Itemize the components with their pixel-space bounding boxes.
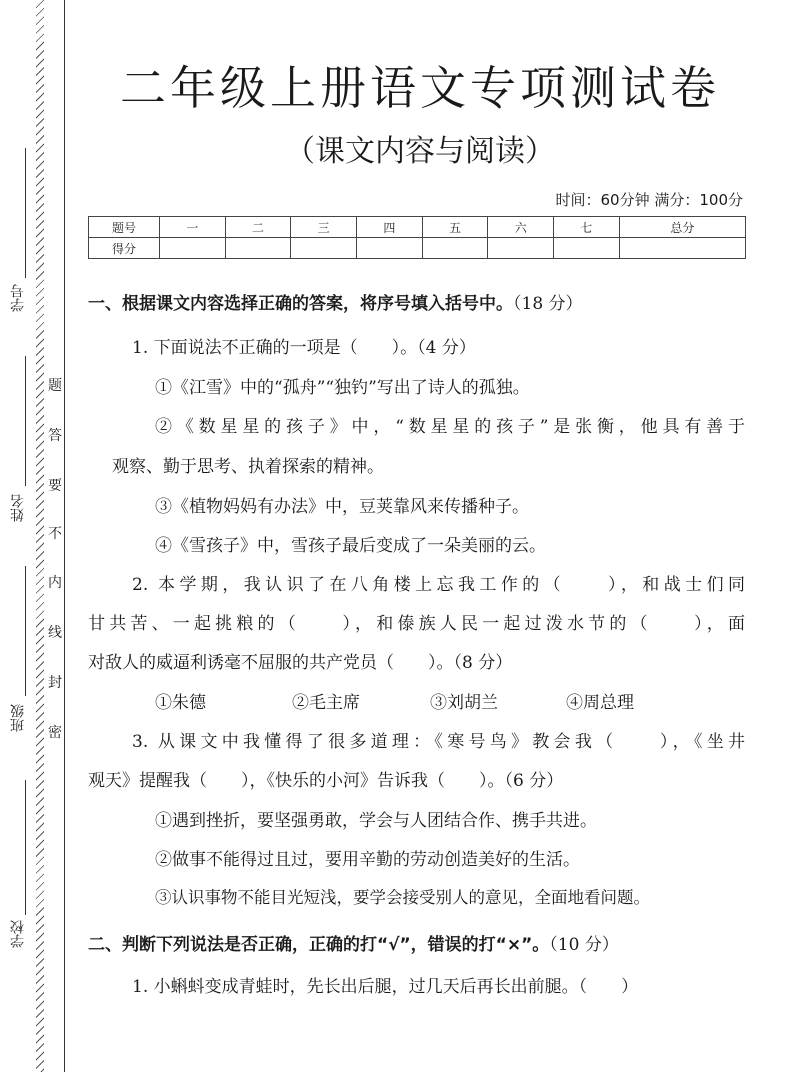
section-1-heading — [88, 289, 583, 314]
score-cell[interactable] — [488, 238, 554, 259]
name-fill-line[interactable] — [25, 356, 26, 486]
name-label: 姓名 — [10, 494, 26, 522]
question-3-line-2: 观天》提醒我（ ），《快乐的小河》告诉我（ ）。（6 分） — [88, 771, 564, 791]
score-table-header-cell: 三 — [291, 217, 357, 238]
binding-solid-line — [64, 0, 65, 1072]
student-id-label: 学号 — [10, 284, 26, 312]
seal-char: 线 — [47, 622, 63, 642]
seal-char: 密 — [47, 722, 63, 742]
class-label: 班级 — [10, 704, 26, 732]
score-table-header-cell: 四 — [357, 217, 423, 238]
section-2-points: （10 分） — [549, 935, 619, 955]
seal-char: 封 — [47, 672, 63, 692]
score-row-label: 得分 — [89, 238, 160, 259]
page-title: 二年级上册语文专项测试卷 — [120, 61, 720, 115]
question-3-option-2: ②做事不能得过且过，要用辛勤的劳动创造美好的生活。 — [155, 850, 580, 870]
binding-margin — [0, 0, 72, 1072]
question-1-option-1: ①《江雪》中的“孤舟”“独钓”写出了诗人的孤独。 — [155, 378, 530, 398]
score-table-header-cell: 六 — [488, 217, 554, 238]
score-cell[interactable] — [422, 238, 488, 259]
section-2-heading — [88, 930, 619, 955]
score-cell[interactable] — [160, 238, 226, 259]
question-1-option-2: ②《数星星的孩子》中，“数星星的孩子”是张衡，他具有善于 — [155, 417, 745, 437]
page-subtitle: （课文内容与阅读） — [285, 134, 555, 169]
question-1-option-2-cont: 观察、勤于思考、执着探索的精神。 — [112, 457, 384, 477]
score-table-score-row — [89, 238, 746, 259]
seal-char: 内 — [47, 572, 63, 592]
question-1-stem: 1. 下面说法不正确的一项是（ ）。（4 分） — [132, 338, 476, 358]
question-2-option-2: ②毛主席 — [292, 693, 360, 713]
question-1-option-3: ③《植物妈妈有办法》中，豆荚靠风来传播种子。 — [155, 497, 529, 517]
question-2-option-1: ①朱德 — [155, 693, 206, 713]
question-1-option-4: ④《雪孩子》中，雪孩子最后变成了一朵美丽的云。 — [155, 536, 546, 556]
score-table-header-cell: 一 — [160, 217, 226, 238]
question-2-option-4: ④周总理 — [566, 693, 634, 713]
question-3-line-1: 3. 从课文中我懂得了很多道理：《寒号鸟》教会我（ ），《坐井 — [132, 732, 745, 752]
score-cell[interactable] — [554, 238, 620, 259]
section-1-points: （18 分） — [513, 294, 583, 314]
score-table-header-cell: 题号 — [89, 217, 160, 238]
seal-char: 答 — [47, 425, 63, 445]
time-and-score-info: 时间：60分钟 满分：100分 — [555, 191, 743, 209]
score-table-header-row — [89, 217, 746, 238]
score-cell[interactable] — [291, 238, 357, 259]
section-2-title: 二、判断下列说法是否正确，正确的打“√”，错误的打“×”。 — [88, 935, 550, 955]
score-cell[interactable] — [357, 238, 423, 259]
question-3-option-1: ①遇到挫折，要坚强勇敢，学会与人团结合作、携手共进。 — [155, 811, 597, 831]
question-2-line-3: 对敌人的威逼利诱毫不屈服的共产党员（ ）。（8 分） — [88, 653, 513, 673]
score-table-header-cell: 五 — [422, 217, 488, 238]
question-2-line-2: 甘共苦、一起挑粮的（ ），和傣族人民一起过泼水节的（ ），面 — [88, 614, 745, 634]
seal-char: 不 — [47, 523, 63, 543]
school-fill-line[interactable] — [25, 780, 26, 915]
seal-char: 要 — [47, 475, 63, 495]
question-2-line-1: 2. 本学期，我认识了在八角楼上忘我工作的（ ），和战士们同 — [132, 575, 745, 595]
score-table-header-cell: 七 — [554, 217, 620, 238]
score-table-header-cell: 二 — [225, 217, 291, 238]
section-2-question-1: 1. 小蝌蚪变成青蛙时，先长出后腿，过几天后再长出前腿。（ ） — [132, 977, 639, 997]
score-cell[interactable] — [619, 238, 745, 259]
question-3-option-3: ③认识事物不能目光短浅，要学会接受别人的意见，全面地看问题。 — [155, 888, 650, 907]
score-cell[interactable] — [225, 238, 291, 259]
question-2-option-3: ③刘胡兰 — [430, 693, 498, 713]
score-table-header-cell: 总分 — [619, 217, 745, 238]
class-fill-line[interactable] — [25, 566, 26, 696]
seal-char: 题 — [47, 375, 63, 395]
school-label: 学校 — [10, 920, 26, 948]
section-1-title: 一、根据课文内容选择正确的答案，将序号填入括号中。 — [88, 294, 513, 314]
student-id-fill-line[interactable] — [25, 148, 26, 278]
binding-dash-line — [36, 0, 44, 1072]
score-table — [88, 216, 746, 259]
